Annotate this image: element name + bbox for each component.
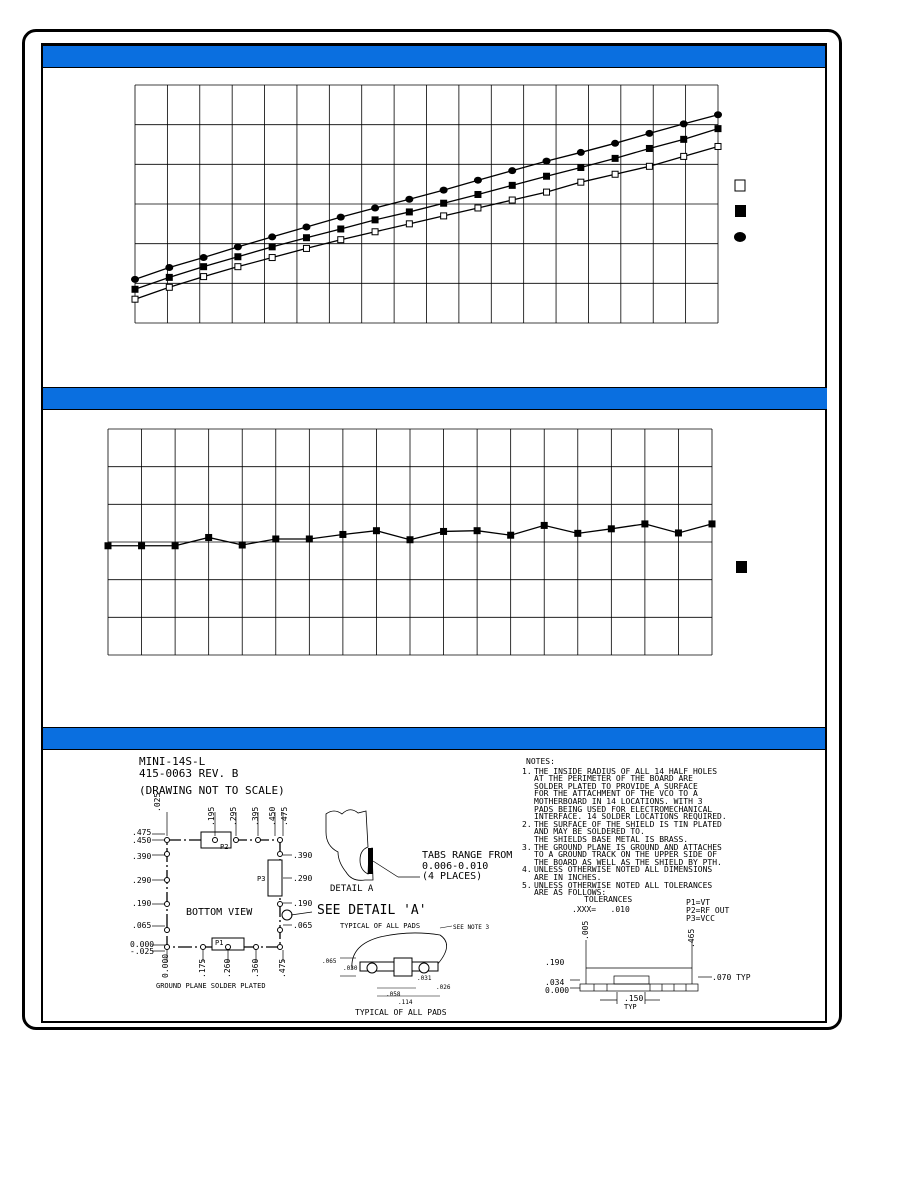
note-number: 1. <box>522 766 532 776</box>
pad-label-p1: P1 <box>215 939 224 947</box>
dim-top-2: .195 <box>207 806 216 826</box>
note-line: THE SHIELDS BASE METAL IS BRASS. <box>534 834 689 844</box>
dim-bottom-1: 0.000 <box>161 953 170 978</box>
notes-block <box>522 758 822 897</box>
side-dim-h2: .034 <box>545 978 565 987</box>
dim-left-7: 0.000 <box>130 940 155 949</box>
note-line: SOLDER PLATED TO PROVIDE A SURFACE <box>534 781 698 791</box>
note-line: THE BOARD AS WELL AS THE SHIELD BY PTH. <box>534 857 722 867</box>
pad-dim-3: .031 <box>417 975 432 982</box>
note-line: UNLESS OTHERWISE NOTED ALL DIMENSIONS <box>534 865 713 875</box>
dim-left-5: .190 <box>132 899 152 908</box>
note-item <box>522 768 822 821</box>
pad-label-p2: P2 <box>220 843 229 851</box>
note-number: 2. <box>522 819 532 829</box>
dim-top-6: .475 <box>280 806 289 826</box>
pad-dim-5: .058 <box>386 991 401 998</box>
pin-p2: P2=RF OUT <box>686 906 730 915</box>
ground-plane-label: GROUND PLANE SOLDER PLATED <box>156 982 266 990</box>
side-dim-h3: 0.000 <box>545 986 570 995</box>
note-line: UNLESS OTHERWISE NOTED ALL TOLERANCES <box>534 880 713 890</box>
dim-right-1: .390 <box>293 851 313 860</box>
pin-p1: P1=VT <box>686 898 711 907</box>
note-number: 3. <box>522 842 532 852</box>
note-item <box>522 866 822 881</box>
dim-bottom-2: .175 <box>198 958 207 978</box>
side-dim-typ-right: .070 TYP <box>712 973 751 982</box>
dim-left-6: .065 <box>132 921 152 930</box>
see-note-3: SEE NOTE 3 <box>453 924 490 931</box>
note-line: TO A GROUND TRACK ON THE UPPER SIDE OF <box>534 850 718 860</box>
typical-pads-bottom: TYPICAL OF ALL PADS <box>355 1008 447 1017</box>
note-line: PADS BEING USED FOR ELECTROMECHANICAL <box>534 804 713 814</box>
side-dim-bottom-typ: TYP <box>624 1003 637 1011</box>
drawing-title-3: (DRAWING NOT TO SCALE) <box>139 784 285 797</box>
pad-dim-2: .030 <box>343 965 358 972</box>
dim-bottom-5: .475 <box>278 958 287 978</box>
dim-left-1: .475 <box>132 828 152 837</box>
bottom-view-label: BOTTOM VIEW <box>186 907 253 918</box>
note-line: ARE IN INCHES. <box>534 872 602 882</box>
note-text <box>534 768 727 821</box>
dim-bottom-3: .260 <box>223 958 232 978</box>
note-line: INTERFACE. 14 SOLDER LOCATIONS REQUIRED. <box>534 812 727 822</box>
drawing-title-2: 415-0063 REV. B <box>139 767 239 780</box>
note-line: THE GROUND PLANE IS GROUND AND ATTACHES <box>534 842 722 852</box>
dim-top-4: .395 <box>251 806 260 826</box>
note-number: 4. <box>522 865 532 875</box>
note-line: AND MAY BE SOLDERED TO. <box>534 827 645 837</box>
note-line: THE INSIDE RADIUS OF ALL 14 HALF HOLES <box>534 766 718 776</box>
side-dim-bottom: .150 <box>624 994 644 1003</box>
note-item <box>522 882 822 897</box>
side-dim-left-top: .005 <box>581 920 590 940</box>
dim-left-3: .390 <box>132 852 152 861</box>
dim-bottom-4: .360 <box>251 958 260 978</box>
dim-left-4: .290 <box>132 876 152 885</box>
note-line: FOR THE ATTACHMENT OF THE VCO TO A <box>534 789 698 799</box>
note-line: AT THE PERIMETER OF THE BOARD ARE <box>534 774 693 784</box>
note-text <box>534 821 722 844</box>
dim-top-3: .295 <box>229 806 238 826</box>
notes-list <box>522 768 822 897</box>
see-detail-label: SEE DETAIL 'A' <box>317 903 427 918</box>
note-line: THE SURFACE OF THE SHIELD IS TIN PLATED <box>534 819 722 829</box>
pad-dim-6: .114 <box>398 999 413 1006</box>
side-dim-h1: .190 <box>545 958 565 967</box>
note-item <box>522 844 822 867</box>
tabs-range-2: 0.006-0.010 <box>422 861 489 872</box>
pad-dim-1: .065 <box>322 958 337 965</box>
note-line: ARE AS FOLLOWS: <box>534 888 607 898</box>
dim-top-5: .450 <box>268 806 277 826</box>
note-item <box>522 821 822 844</box>
note-text <box>534 866 712 881</box>
detail-a-label: DETAIL A <box>330 884 374 894</box>
dim-right-2: .290 <box>293 874 313 883</box>
drawing-title-1: MINI-14S-L <box>139 755 206 768</box>
note-line: MOTHERBOARD IN 14 LOCATIONS. WITH 3 <box>534 796 703 806</box>
pin-p3: P3=VCC <box>686 914 715 923</box>
pad-dim-4: .026 <box>436 984 451 991</box>
dim-left-8: -.025 <box>130 947 155 956</box>
notes-title: NOTES: <box>526 757 555 766</box>
note-number: 5. <box>522 880 532 890</box>
dim-right-3: .190 <box>293 899 313 908</box>
tabs-range-3: (4 PLACES) <box>422 871 483 882</box>
typical-pads-top: TYPICAL OF ALL PADS <box>340 922 421 930</box>
side-dim-right-top: .465 <box>687 928 696 948</box>
pad-label-p3: P3 <box>257 875 266 883</box>
note-text <box>534 844 722 867</box>
tolerance-value: .XXX= .010 <box>572 905 630 914</box>
dim-left-2: .450 <box>132 836 152 845</box>
tabs-range-1: TABS RANGE FROM <box>422 850 513 861</box>
tolerances-label: TOLERANCES <box>584 895 633 904</box>
dim-right-4: .065 <box>293 921 313 930</box>
dim-top-1: .025 <box>153 792 162 812</box>
